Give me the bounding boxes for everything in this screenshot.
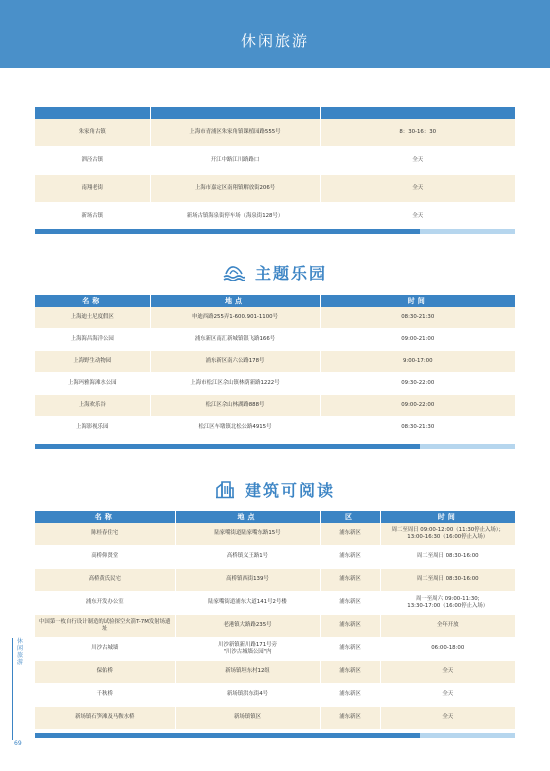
table-cell: 全年开放 [380,615,515,638]
table-cell: 松江区车墩镇北松公路4915号 [150,417,320,439]
table-cell: 09:00-21:00 [320,329,515,351]
table-cell: 上海野生动物园 [35,351,150,373]
table-cell: 上海影视乐园 [35,417,150,439]
table-cell: 08:30-21:30 [320,417,515,439]
table-cell: 全天 [320,203,515,231]
table-row [35,546,515,569]
page-number: 69 [14,740,22,747]
table-cell: 9:00-17:00 [320,351,515,373]
table-cell: 上海市青浦区朱家角镇课植园路555号 [150,119,320,147]
col-location-header: 地点 [150,295,320,307]
table-cell: 浦东新区 [320,684,380,707]
table-cell: 全天 [320,147,515,175]
table-row [35,373,515,395]
table-cell: 高桥仰贤堂 [35,546,175,569]
table-cell: 浦东新区南汇新城镇银飞路166号 [150,329,320,351]
side-rule [12,638,13,740]
table-cell: 朱家角古镇 [35,119,150,147]
theme-park-table [35,295,515,439]
table-row [35,707,515,730]
table-cell: 浦东新区 [320,638,380,661]
table-cell: 09:00-22:00 [320,395,515,417]
table-row [35,395,515,417]
table-row [35,351,515,373]
section-title-text: 主题乐园 [254,263,327,283]
table-cell: 上海迪士尼度假区 [35,307,150,329]
col-time-header: 时间 [320,295,515,307]
table-cell: 浦东新区 [320,707,380,730]
col-district-header: 区 [320,511,380,523]
table-cell: 申迪西路255弄1-600.901-1100号 [150,307,320,329]
table-cell: 浦东新区 [320,661,380,684]
table-cell: 泗泾古镇 [35,147,150,175]
table-cell: 新场镇镇区 [175,707,320,730]
table-cell: 上海市松江区佘山镇林荫新路1222号 [150,373,320,395]
table-row [35,203,515,231]
table-cell: 浦东新区南六公路178号 [150,351,320,373]
table-row [35,615,515,638]
table-cell: 周二至周日 09:00-12:00（11:30停止入场）； 13:00-16:30（16:00停止入场） [380,523,515,546]
col-location-header: 地点 [175,511,320,523]
table-cell: 保佑桥 [35,661,175,684]
table-cell: 全天 [380,661,515,684]
table-cell: 上海玛雅海滩水公园 [35,373,150,395]
table-cell: 上海欢乐谷 [35,395,150,417]
table-cell: 陈桂春住宅 [35,523,175,546]
table-cell: 全天 [320,175,515,203]
table-cell: 浦东新区 [320,569,380,592]
table-cell: 松江区佘山林湖路888号 [150,395,320,417]
table-row [35,119,515,147]
section-title-architecture [0,478,550,500]
table-cell: 川沙古城墙 [35,638,175,661]
table-row [35,175,515,203]
table-cell: 周二至周日 08:30-16:00 [380,546,515,569]
table-cell: 浦东新区 [320,592,380,615]
table-row [35,569,515,592]
table-cell: 新场古镇 [35,203,150,231]
table-cell: 川沙新镇新川路171号旁 "川沙古城墙公园"内 [175,638,320,661]
table-divider-bar [35,229,515,234]
table-cell: 高桥黄氏民宅 [35,569,175,592]
table-row [35,592,515,615]
table-cell: 陆家嘴街道浦东大道141号2号楼 [175,592,320,615]
table-cell: 上海市嘉定区南翔镇解放街206号 [150,175,320,203]
table-row [35,684,515,707]
building-icon [215,479,235,499]
architecture-table [35,511,515,730]
table-cell: 中国第一枚自行设计制造的试验探空火箭T-7M发射场遗址 [35,615,175,638]
table-cell: 高桥镇西街139号 [175,569,320,592]
table-row [35,329,515,351]
table-cell: 陆家嘴街道陆家嘴东路15号 [175,523,320,546]
table-cell: 千秋桥 [35,684,175,707]
col-name-header: 名称 [35,295,150,307]
table-cell: 新场古镇海泉街停车场（海泉街128号） [150,203,320,231]
table-cell: 浦东新区 [320,546,380,569]
table-cell: 上海海昌海洋公园 [35,329,150,351]
col-name-header: 名称 [35,511,175,523]
table-header-row [35,295,515,307]
section-title-theme-park [0,261,550,283]
table-cell: 浦东新区 [320,615,380,638]
table-divider-bar [35,733,515,738]
ancient-towns-table [35,107,515,231]
table-divider-bar [35,444,515,449]
table-row [35,307,515,329]
table-cell: 新场镇洪东街4号 [175,684,320,707]
table-header-row [35,511,515,523]
table-row [35,661,515,684]
col-time-header: 时间 [380,511,515,523]
table-row [35,417,515,439]
table-cell: 老港镇大路路235号 [175,615,320,638]
table-cell: 全天 [380,707,515,730]
table-cell: 浦东开发办公室 [35,592,175,615]
table-cell: 周二至周日 08:30-16:00 [380,569,515,592]
side-section-label: 休闲旅游 [17,638,24,666]
table-row [35,638,515,661]
table-cell: 8：30-16：30 [320,119,515,147]
page-title: 休闲旅游 [240,32,309,50]
table-header-row [35,107,515,119]
table-cell: 06:00-18:00 [380,638,515,661]
table-cell: 09:30-22:00 [320,373,515,395]
table-cell: 全天 [380,684,515,707]
table-cell: 新场镇坦东村12组 [175,661,320,684]
table-cell: 周一至周六 09:00-11:30; 13:30-17:00（16:00停止入场） [380,592,515,615]
table-row [35,523,515,546]
theme-park-icon [223,263,245,281]
table-cell: 高桥镇义王路1号 [175,546,320,569]
table-cell: 新场镇石笋滩及马鞍水桥 [35,707,175,730]
table-cell: 08:30-21:30 [320,307,515,329]
section-title-text: 建筑可阅读 [244,480,335,500]
table-row [35,147,515,175]
table-cell: 浦东新区 [320,523,380,546]
table-cell: 开江中路江川路路口 [150,147,320,175]
table-cell: 南翔老街 [35,175,150,203]
